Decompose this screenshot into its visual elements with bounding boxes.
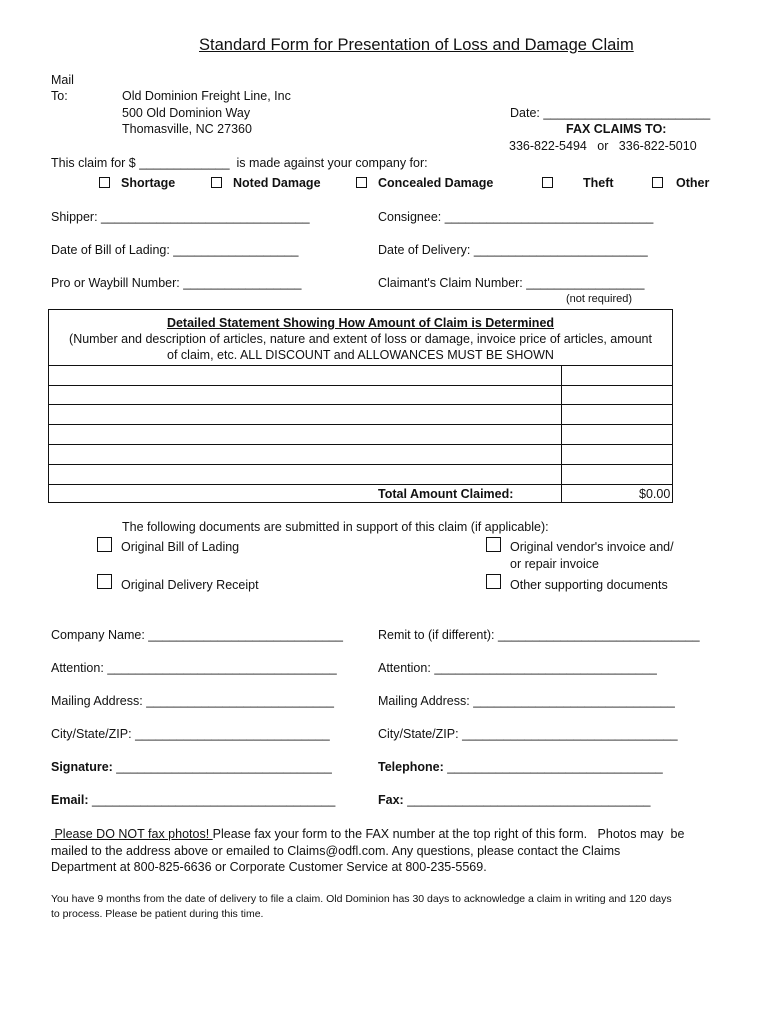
not-required-note: (not required) (566, 293, 633, 305)
consignee-field[interactable]: Consignee: ______________________________ (378, 210, 654, 224)
bill-of-lading-date-field[interactable]: Date of Bill of Lading: __________________ (51, 243, 299, 257)
field-label: Telephone: (378, 760, 444, 774)
other-label: Other (676, 176, 710, 190)
notice-line-3: Department at 800-825-6636 or Corporate Customer Service at 800-235-5569. (51, 860, 487, 874)
to-label: To: (51, 89, 68, 103)
statement-heading: Detailed Statement Showing How Amount of Claim is Determined (166, 316, 555, 330)
footer-line-1: You have 9 months from the date of delivery to file a claim. Old Dominion has 30 days to acknowledge a claim in writing and 120 days (51, 893, 672, 905)
total-label: Total Amount Claimed: (378, 487, 514, 501)
fax-claims-label: FAX CLAIMS TO: (566, 122, 667, 136)
delivery-receipt-checkbox[interactable] (97, 574, 112, 589)
notice-line-1 (51, 827, 684, 841)
shortage-checkbox[interactable] (99, 177, 110, 188)
no-fax-photos-warning: Please DO NOT fax photos! (51, 827, 213, 841)
field-line: ____________________________ (135, 727, 330, 741)
pro-number-field[interactable]: Pro or Waybill Number: _________________ (51, 276, 302, 290)
claim-amount-line[interactable]: This claim for $ _____________ is made against your company for: (51, 156, 428, 170)
remit-to-field[interactable] (378, 628, 700, 642)
field-line: _______________________________ (116, 760, 332, 774)
field-line: _______________________________ (447, 760, 663, 774)
city-state-zip-field-left[interactable] (51, 727, 330, 741)
notice-line-2: mailed to the address above or emailed to Claims@odfl.com. Any questions, please contact the Claims (51, 844, 621, 858)
mailing-address-field-right[interactable] (378, 694, 675, 708)
other-documents-label: Other supporting documents (510, 578, 668, 592)
theft-label: Theft (583, 176, 614, 190)
field-line: _____________________________ (497, 628, 700, 642)
noted-damage-checkbox[interactable] (211, 177, 222, 188)
field-label: City/State/ZIP: (378, 727, 459, 741)
bill-of-lading-label: Original Bill of Lading (121, 540, 240, 554)
field-label: Attention: (378, 661, 431, 675)
table-row[interactable] (49, 386, 672, 404)
field-label: Signature: (51, 760, 113, 774)
field-label: Mailing Address: (51, 694, 143, 708)
table-row[interactable] (49, 465, 672, 484)
statement-instructions-2: of claim, etc. ALL DISCOUNT and ALLOWANCES MUST BE SHOWN (167, 348, 554, 362)
address-line-3: Thomasville, NC 27360 (122, 122, 252, 136)
claim-statement-table (48, 309, 673, 503)
vendor-invoice-checkbox[interactable] (486, 537, 501, 552)
noted-damage-label: Noted Damage (233, 176, 321, 190)
field-line: ________________________________ (434, 661, 657, 675)
address-line-2: 500 Old Dominion Way (122, 106, 251, 120)
table-row[interactable] (49, 405, 672, 424)
city-state-zip-field-right[interactable] (378, 727, 678, 741)
footer-line-2: to process. Please be patient during this time. (51, 908, 264, 920)
field-line: ___________________________________ (407, 793, 651, 807)
statement-instructions-1: (Number and description of articles, nature and extent of loss or damage, invoice price of articles, amount (69, 332, 652, 346)
attention-field-right[interactable] (378, 661, 657, 675)
date-field[interactable]: Date: ________________________ (510, 106, 711, 120)
field-line: ___________________________________ (92, 793, 336, 807)
field-line: _______________________________ (462, 727, 678, 741)
table-row[interactable] (49, 366, 672, 385)
field-label: Mailing Address: (378, 694, 470, 708)
shortage-label: Shortage (121, 176, 176, 190)
notice-line-1-text: Please fax your form to the FAX number at the top right of this form. Photos may be (212, 827, 685, 841)
address-line-1: Old Dominion Freight Line, Inc (122, 89, 291, 103)
shipper-field[interactable]: Shipper: ______________________________ (51, 210, 310, 224)
theft-checkbox[interactable] (542, 177, 553, 188)
delivery-receipt-label: Original Delivery Receipt (121, 578, 259, 592)
mail-label: Mail (51, 73, 74, 87)
attention-field-left[interactable] (51, 661, 337, 675)
email-field[interactable] (51, 793, 335, 807)
field-label: City/State/ZIP: (51, 727, 132, 741)
field-line: ____________________________ (148, 628, 343, 642)
company-name-field[interactable] (51, 628, 343, 642)
table-row[interactable] (49, 425, 672, 444)
field-line: ___________________________ (146, 694, 334, 708)
telephone-field[interactable] (378, 760, 663, 774)
concealed-damage-label: Concealed Damage (378, 176, 494, 190)
field-label: Company Name: (51, 628, 145, 642)
concealed-damage-checkbox[interactable] (356, 177, 367, 188)
table-row[interactable] (49, 445, 672, 464)
vendor-invoice-label-2: or repair invoice (510, 557, 599, 571)
field-label: Fax: (378, 793, 404, 807)
delivery-date-field[interactable]: Date of Delivery: _________________________ (378, 243, 648, 257)
other-documents-checkbox[interactable] (486, 574, 501, 589)
vendor-invoice-label-1: Original vendor's invoice and/ (510, 540, 674, 554)
field-line: _________________________________ (107, 661, 337, 675)
bill-of-lading-checkbox[interactable] (97, 537, 112, 552)
mailing-address-field-left[interactable] (51, 694, 334, 708)
fax-numbers: 336-822-5494 or 336-822-5010 (509, 139, 697, 153)
claimant-claim-number-field[interactable]: Claimant's Claim Number: _________________ (378, 276, 645, 290)
documents-intro: The following documents are submitted in support of this claim (if applicable): (122, 520, 549, 534)
signature-field[interactable] (51, 760, 332, 774)
field-label: Attention: (51, 661, 104, 675)
fax-field[interactable] (378, 793, 651, 807)
field-label: Remit to (if different): (378, 628, 495, 642)
page-title: Standard Form for Presentation of Loss and Damage Claim (199, 36, 634, 54)
field-line: _____________________________ (473, 694, 675, 708)
total-value[interactable]: $0.00 (639, 487, 671, 501)
other-checkbox[interactable] (652, 177, 663, 188)
field-label: Email: (51, 793, 89, 807)
